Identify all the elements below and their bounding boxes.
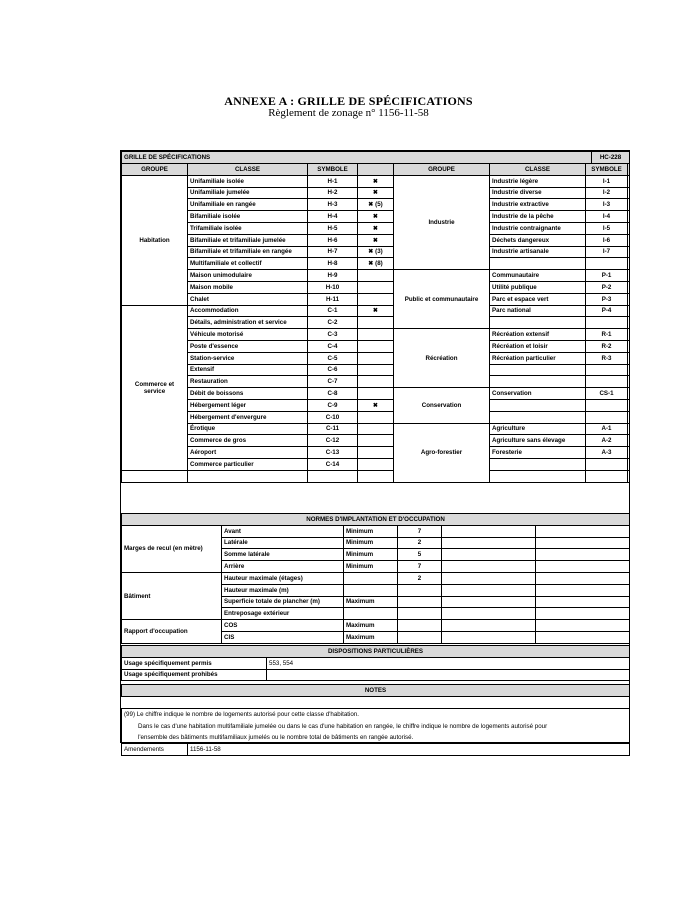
usage-row bbox=[122, 246, 630, 258]
classe-label: Multifamiliale et collectif bbox=[188, 258, 308, 270]
notes-title: NOTES bbox=[122, 685, 630, 697]
usage-row bbox=[122, 447, 630, 459]
norme-value bbox=[398, 596, 442, 608]
norme-section-rapport: Rapport d'occupation bbox=[122, 620, 222, 644]
symbole-code: H-4 bbox=[308, 211, 358, 223]
symbole-code: I-7 bbox=[586, 246, 628, 258]
usage-row bbox=[122, 364, 630, 376]
permission-mark bbox=[358, 423, 394, 435]
classe-label: Communautaire bbox=[490, 270, 586, 282]
symbole-code: H-8 bbox=[308, 258, 358, 270]
symbole-code: H-11 bbox=[308, 293, 358, 305]
symbole-code: C-4 bbox=[308, 340, 358, 352]
group-habitation: Habitation bbox=[122, 175, 188, 305]
classe-label: Aéroport bbox=[188, 447, 308, 459]
norme-label: Entreposage extérieur bbox=[222, 608, 344, 620]
permission-mark: ✖ bbox=[358, 187, 394, 199]
grid-label: GRILLE DE SPÉCIFICATIONS bbox=[122, 152, 592, 164]
norme-value bbox=[398, 620, 442, 632]
classe-label: Trifamiliale isolée bbox=[188, 222, 308, 234]
classe-label: Débit de boissons bbox=[188, 388, 308, 400]
usage-row bbox=[122, 352, 630, 364]
symbole-code: P-4 bbox=[586, 305, 628, 317]
classe-label: Maison unimodulaire bbox=[188, 270, 308, 282]
symbole-code bbox=[586, 411, 628, 423]
norme-label: COS bbox=[222, 620, 344, 632]
permission-mark bbox=[358, 270, 394, 282]
symbole-code: I-3 bbox=[586, 199, 628, 211]
page-title: ANNEXE A : GRILLE DE SPÉCIFICATIONS bbox=[224, 94, 473, 108]
classe-label: Foresterie bbox=[490, 447, 586, 459]
classe-label: Maison mobile bbox=[188, 281, 308, 293]
note-line-2: Dans le cas d'une habitation multifamiliale jumelée ou dans le cas d'une habitation en rangée, le chiffre indique le nombre de logements autorisé pour bbox=[122, 720, 630, 732]
permission-mark: ✖ (3) bbox=[358, 246, 394, 258]
group-industrie: Industrie bbox=[394, 175, 490, 269]
permission-mark: ✖ (5) bbox=[358, 199, 394, 211]
permission-mark bbox=[358, 376, 394, 388]
permission-mark bbox=[358, 329, 394, 341]
usage-row bbox=[122, 470, 630, 482]
permission-mark bbox=[358, 458, 394, 470]
norme-label: Avant bbox=[222, 525, 344, 537]
symbole-code: C-1 bbox=[308, 305, 358, 317]
classe-label: Poste d'essence bbox=[188, 340, 308, 352]
normes-table bbox=[121, 513, 630, 644]
classe-label: Industrie extractive bbox=[490, 199, 586, 211]
norme-value: 7 bbox=[398, 561, 442, 573]
symbole-code bbox=[586, 376, 628, 388]
symbole-code: C-9 bbox=[308, 399, 358, 411]
usage-row bbox=[122, 340, 630, 352]
classe-label bbox=[490, 364, 586, 376]
symbole-code: C-14 bbox=[308, 458, 358, 470]
classe-label bbox=[490, 470, 586, 482]
classe-label: Hébergement léger bbox=[188, 399, 308, 411]
permission-mark: ✖ bbox=[358, 222, 394, 234]
permission-mark bbox=[358, 411, 394, 423]
symbole-code: H-10 bbox=[308, 281, 358, 293]
classe-label: Bifamiliale et trifamiliale jumelée bbox=[188, 234, 308, 246]
permission-mark: ✖ bbox=[358, 305, 394, 317]
permission-mark bbox=[358, 340, 394, 352]
note-line-3: l'ensemble des bâtiments multifamiliaux jumelés ou le nombre total de bâtiments en rangée autorisé. bbox=[122, 732, 630, 744]
group-recreation: Récréation bbox=[394, 329, 490, 388]
classe-label: Station-service bbox=[188, 352, 308, 364]
symbole-code: H-7 bbox=[308, 246, 358, 258]
group-commerce: Commerce et service bbox=[122, 305, 188, 470]
norme-label: Latérale bbox=[222, 537, 344, 549]
symbole-code: R-3 bbox=[586, 352, 628, 364]
classe-label: Hébergement d'envergure bbox=[188, 411, 308, 423]
permission-mark: ✖ (8) bbox=[358, 258, 394, 270]
group-agro: Agro-forestier bbox=[394, 423, 490, 482]
symbole-code: C-12 bbox=[308, 435, 358, 447]
classe-label: Agriculture sans élevage bbox=[490, 435, 586, 447]
symbole-code: H-3 bbox=[308, 199, 358, 211]
group-public: Public et communautaire bbox=[394, 270, 490, 329]
norme-type: Minimum bbox=[344, 561, 398, 573]
norme-label: Hauteur maximale (étages) bbox=[222, 572, 344, 584]
classe-label: Récréation extensif bbox=[490, 329, 586, 341]
col-symbole-right: SYMBOLE bbox=[586, 164, 628, 176]
symbole-code: H-6 bbox=[308, 234, 358, 246]
classe-label: Déchets dangereux bbox=[490, 234, 586, 246]
symbole-code: C-2 bbox=[308, 317, 358, 329]
symbole-code: I-6 bbox=[586, 234, 628, 246]
norme-type: Maximum bbox=[344, 631, 398, 643]
norme-label: CIS bbox=[222, 631, 344, 643]
classe-label: Agriculture bbox=[490, 423, 586, 435]
permission-mark: ✖ bbox=[358, 175, 394, 187]
norme-value bbox=[398, 584, 442, 596]
usage-row bbox=[122, 411, 630, 423]
usage-row bbox=[122, 317, 630, 329]
classe-label: Restauration bbox=[188, 376, 308, 388]
norme-type bbox=[344, 584, 398, 596]
norme-value: 2 bbox=[398, 572, 442, 584]
usage-row bbox=[122, 211, 630, 223]
norme-row bbox=[122, 572, 630, 584]
classe-label bbox=[490, 376, 586, 388]
symbole-code: C-10 bbox=[308, 411, 358, 423]
classe-label bbox=[490, 399, 586, 411]
symbole-code: R-1 bbox=[586, 329, 628, 341]
col-groupe-left: GROUPE bbox=[122, 164, 188, 176]
usage-row bbox=[122, 388, 630, 400]
norme-type: Minimum bbox=[344, 537, 398, 549]
symbole-code: I-5 bbox=[586, 222, 628, 234]
classe-label: Commerce particulier bbox=[188, 458, 308, 470]
classe-label: Récréation particulier bbox=[490, 352, 586, 364]
symbole-code: P-3 bbox=[586, 293, 628, 305]
norme-type: Maximum bbox=[344, 620, 398, 632]
norme-section-marges: Marges de recul (en mètre) bbox=[122, 525, 222, 572]
notes-table bbox=[121, 708, 630, 756]
classe-label: Accommodation bbox=[188, 305, 308, 317]
classe-label: Industrie de la pêche bbox=[490, 211, 586, 223]
specification-grid bbox=[120, 150, 630, 754]
norme-row bbox=[122, 525, 630, 537]
usage-row bbox=[122, 270, 630, 282]
usage-row bbox=[122, 458, 630, 470]
norme-section-batiment: Bâtiment bbox=[122, 572, 222, 619]
symbole-code: P-2 bbox=[586, 281, 628, 293]
classe-label: Utilité publique bbox=[490, 281, 586, 293]
symbole-code: C-8 bbox=[308, 388, 358, 400]
norme-type: Maximum bbox=[344, 596, 398, 608]
permission-mark: ✖ bbox=[358, 234, 394, 246]
norme-label: Superficie totale de plancher (m) bbox=[222, 596, 344, 608]
permission-mark bbox=[358, 281, 394, 293]
norme-value: 7 bbox=[398, 525, 442, 537]
usage-row bbox=[122, 423, 630, 435]
classe-label bbox=[490, 317, 586, 329]
page-subtitle: Règlement de zonage n° 1156-11-58 bbox=[268, 107, 429, 119]
note-line-1: (99) Le chiffre indique le nombre de logements autorisé pour cette classe d'habitation. bbox=[122, 709, 630, 721]
prohibes-value bbox=[267, 669, 630, 681]
norme-type bbox=[344, 608, 398, 620]
col-classe-right: CLASSE bbox=[490, 164, 586, 176]
norme-row bbox=[122, 620, 630, 632]
norme-type: Minimum bbox=[344, 525, 398, 537]
col-symbole-left: SYMBOLE bbox=[308, 164, 358, 176]
classe-label: Parc et espace vert bbox=[490, 293, 586, 305]
norme-value: 2 bbox=[398, 537, 442, 549]
classe-label: Bifamiliale isolée bbox=[188, 211, 308, 223]
symbole-code: C-13 bbox=[308, 447, 358, 459]
grid-header bbox=[121, 151, 630, 164]
symbole-code: A-1 bbox=[586, 423, 628, 435]
col-groupe-right: GROUPE bbox=[394, 164, 490, 176]
col-classe-left: CLASSE bbox=[188, 164, 308, 176]
permission-mark bbox=[358, 317, 394, 329]
classe-label: Industrie légère bbox=[490, 175, 586, 187]
permission-mark: ✖ bbox=[358, 211, 394, 223]
usage-row bbox=[122, 435, 630, 447]
symbole-code: C-11 bbox=[308, 423, 358, 435]
permission-mark bbox=[358, 364, 394, 376]
classe-label: Unifamiliale jumelée bbox=[188, 187, 308, 199]
usage-row bbox=[122, 222, 630, 234]
classe-label: Industrie contraignante bbox=[490, 222, 586, 234]
symbole-code: H-1 bbox=[308, 175, 358, 187]
classe-label: Chalet bbox=[188, 293, 308, 305]
norme-label: Hauteur maximale (m) bbox=[222, 584, 344, 596]
classe-label: Érotique bbox=[188, 423, 308, 435]
symbole-code: H-2 bbox=[308, 187, 358, 199]
symbole-code: CS-1 bbox=[586, 388, 628, 400]
symbole-code bbox=[586, 364, 628, 376]
amendements-value: 1156-11-58 bbox=[188, 744, 630, 756]
symbole-code: I-2 bbox=[586, 187, 628, 199]
symbole-code: I-4 bbox=[586, 211, 628, 223]
group-conservation: Conservation bbox=[394, 388, 490, 423]
norme-label: Somme latérale bbox=[222, 549, 344, 561]
usage-row bbox=[122, 234, 630, 246]
classe-label: Bifamiliale et trifamiliale en rangée bbox=[188, 246, 308, 258]
usage-row bbox=[122, 175, 630, 187]
permis-label: Usage spécifiquement permis bbox=[122, 657, 267, 669]
symbole-code bbox=[586, 317, 628, 329]
classe-label: Véhicule motorisé bbox=[188, 329, 308, 341]
classe-label: Parc national bbox=[490, 305, 586, 317]
permission-mark bbox=[358, 293, 394, 305]
usage-row bbox=[122, 258, 630, 270]
prohibes-label: Usage spécifiquement prohibés bbox=[122, 669, 267, 681]
classe-label bbox=[490, 258, 586, 270]
permission-mark bbox=[358, 352, 394, 364]
symbole-code: A-3 bbox=[586, 447, 628, 459]
usage-row bbox=[122, 281, 630, 293]
dispositions-table bbox=[121, 645, 630, 697]
symbole-code: P-1 bbox=[586, 270, 628, 282]
classe-label: Industrie artisanale bbox=[490, 246, 586, 258]
permission-mark bbox=[358, 435, 394, 447]
usage-row bbox=[122, 187, 630, 199]
norme-type: Minimum bbox=[344, 549, 398, 561]
permission-mark bbox=[358, 447, 394, 459]
amendements-label: Amendements bbox=[122, 744, 188, 756]
usage-table bbox=[121, 163, 630, 483]
classe-label bbox=[490, 411, 586, 423]
symbole-code: H-9 bbox=[308, 270, 358, 282]
classe-label bbox=[490, 458, 586, 470]
usage-row bbox=[122, 199, 630, 211]
usage-row bbox=[122, 376, 630, 388]
classe-label: Récréation et loisir bbox=[490, 340, 586, 352]
symbole-code: C-7 bbox=[308, 376, 358, 388]
usage-row bbox=[122, 329, 630, 341]
norme-label: Arrière bbox=[222, 561, 344, 573]
norme-value bbox=[398, 608, 442, 620]
classe-label: Extensif bbox=[188, 364, 308, 376]
zone-code: HC-228 bbox=[592, 152, 630, 164]
dispositions-title: DISPOSITIONS PARTICULIÈRES bbox=[122, 646, 630, 658]
usage-row bbox=[122, 293, 630, 305]
permission-mark: ✖ bbox=[358, 399, 394, 411]
symbole-code: I-1 bbox=[586, 175, 628, 187]
usage-row bbox=[122, 305, 630, 317]
norme-value bbox=[398, 631, 442, 643]
classe-label: Unifamiliale en rangée bbox=[188, 199, 308, 211]
usage-row bbox=[122, 399, 630, 411]
permis-value: 553, 554 bbox=[267, 657, 630, 669]
symbole-code: C-3 bbox=[308, 329, 358, 341]
symbole-code: A-2 bbox=[586, 435, 628, 447]
classe-label: Détails, administration et service bbox=[188, 317, 308, 329]
normes-title: NORMES D'IMPLANTATION ET D'OCCUPATION bbox=[122, 514, 630, 526]
classe-label: Commerce de gros bbox=[188, 435, 308, 447]
symbole-code bbox=[586, 399, 628, 411]
symbole-code: H-5 bbox=[308, 222, 358, 234]
symbole-code: R-2 bbox=[586, 340, 628, 352]
symbole-code bbox=[586, 458, 628, 470]
classe-label: Conservation bbox=[490, 388, 586, 400]
symbole-code bbox=[586, 258, 628, 270]
permission-mark bbox=[358, 388, 394, 400]
norme-value: 5 bbox=[398, 549, 442, 561]
symbole-code bbox=[586, 470, 628, 482]
symbole-code: C-5 bbox=[308, 352, 358, 364]
norme-type bbox=[344, 572, 398, 584]
classe-label: Industrie diverse bbox=[490, 187, 586, 199]
symbole-code: C-6 bbox=[308, 364, 358, 376]
classe-label: Unifamiliale isolée bbox=[188, 175, 308, 187]
